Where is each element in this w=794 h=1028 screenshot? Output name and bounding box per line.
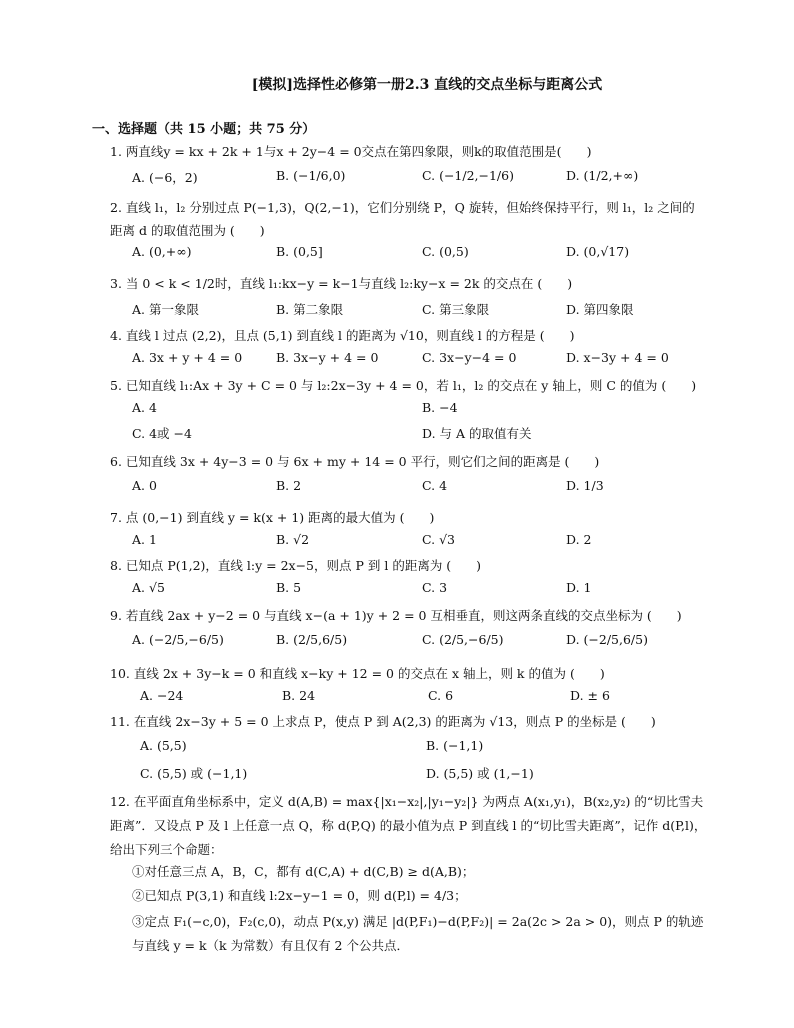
question-2-stem: 2. 直线 l₁，l₂ 分别过点 P(−1,3)，Q(2,−1)，它们分别绕 P，Q 旋转，但始终保持平行，则 l₁，l₂ 之间的距离 d 的取值范围为 ( ) [110,200,695,238]
question-4-option-c: C. 3x−y−4 = 0 [422,350,517,365]
question-1-option-d: D. (1/2,+∞) [566,168,639,183]
question-10-option-b: B. 24 [282,688,316,703]
question-9-option-b: B. (2/5,6/5) [276,632,348,647]
question-4-stem: 4. 直线 l 过点 (2,2)，且点 (5,1) 到直线 l 的距离为 √10，则直线 l 的方程是 ( ) [110,328,575,343]
section-heading: 一、选择题（共 15 小题；共 75 分） [92,122,316,137]
question-2-option-b: B. (0,5] [276,244,323,259]
question-3-stem: 3. 当 0 < k < 1/2时，直线 l₁:kx−y = k−1与直线 l₂:ky−x = 2k 的交点在 ( ) [110,276,573,291]
question-11-option-d: D. (5,5) 或 (1,−1) [426,766,534,781]
question-12-item-2: ②已知点 P(3,1) 和直线 l:2x−y−1 = 0，则 d(P,l) = 4/3； [132,888,467,903]
question-1-option-a: A. (−6，2) [132,170,198,185]
question-9-option-c: C. (2/5,−6/5) [422,632,504,647]
question-2-option-c: C. (0,5) [422,244,469,259]
question-10-option-a: A. −24 [140,688,184,703]
question-10-option-c: C. 6 [428,688,454,703]
question-6-option-b: B. 2 [276,478,302,493]
question-1-stem: 1. 两直线y = kx + 2k + 1与x + 2y−4 = 0交点在第四象限，则k的取值范围是( ) [110,144,592,159]
question-5-stem: 5. 已知直线 l₁:Ax + 3y + C = 0 与 l₂:2x−3y + 4 = 0，若 l₁，l₂ 的交点在 y 轴上，则 C 的值为 ( ) [110,378,697,393]
question-7-option-a: A. 1 [132,532,157,547]
question-11-option-b: B. (−1,1) [426,738,484,753]
question-5-option-b: B. −4 [422,400,458,415]
question-2-option-a: A. (0,+∞) [132,244,192,259]
question-6-option-d: D. 1/3 [566,478,604,493]
question-8-option-c: C. 3 [422,580,448,595]
question-5-option-a: A. 4 [132,400,157,415]
question-12-item-1: ①对任意三点 A，B，C，都有 d(C,A) + d(C,B) ≥ d(A,B)； [132,864,475,879]
question-8-option-a: A. √5 [132,580,165,595]
question-5-option-c: C. 4或 −4 [132,426,192,441]
question-8-option-d: D. 1 [566,580,592,595]
question-3-option-b: B. 第二象限 [276,302,344,317]
question-6-stem: 6. 已知直线 3x + 4y−3 = 0 与 6x + my + 14 = 0 平行，则它们之间的距离是 ( ) [110,454,600,469]
question-9-option-a: A. (−2/5,−6/5) [132,632,224,647]
question-3-option-c: C. 第三象限 [422,302,490,317]
question-9-stem: 9. 若直线 2ax + y−2 = 0 与直线 x−(a + 1)y + 2 = 0 互相垂直，则这两条直线的交点坐标为 ( ) [110,608,682,623]
question-7-option-c: C. √3 [422,532,455,547]
question-3-option-d: D. 第四象限 [566,302,634,317]
question-4-option-b: B. 3x−y + 4 = 0 [276,350,379,365]
question-4-option-d: D. x−3y + 4 = 0 [566,350,669,365]
question-1-option-c: C. (−1/2,−1/6) [422,168,514,183]
question-1-option-b: B. (−1/6,0) [276,168,346,183]
question-7-option-d: D. 2 [566,532,592,547]
question-5-option-d: D. 与 A 的取值有关 [422,426,532,441]
question-2-option-d: D. (0,√17) [566,244,630,259]
question-10-option-d: D. ± 6 [570,688,610,703]
page-title: [模拟]选择性必修第一册2.3 直线的交点坐标与距离公式 [251,77,603,93]
question-7-stem: 7. 点 (0,−1) 到直线 y = k(x + 1) 距离的最大值为 ( ) [110,510,435,525]
question-6-option-c: C. 4 [422,478,448,493]
question-12-item-3: ③定点 F₁(−c,0)，F₂(c,0)，动点 P(x,y) 满足 |d(P,F₁)−d(P,F₂)| = 2a(2c > 2a > 0)，则点 P 的轨迹与直线 y = k（k 为常数）有且仅有 2 个公共点． [132,914,704,953]
question-11-option-a: A. (5,5) [140,738,187,753]
question-10-stem: 10. 直线 2x + 3y−k = 0 和直线 x−ky + 12 = 0 的交点在 x 轴上，则 k 的值为 ( ) [110,666,605,681]
question-11-stem: 11. 在直线 2x−3y + 5 = 0 上求点 P，使点 P 到 A(2,3) 的距离为 √13，则点 P 的坐标是 ( ) [110,714,656,729]
question-8-stem: 8. 已知点 P(1,2)，直线 l:y = 2x−5，则点 P 到 l 的距离为 ( ) [110,558,482,573]
question-6-option-a: A. 0 [132,478,157,493]
question-11-option-c: C. (5,5) 或 (−1,1) [140,766,248,781]
question-7-option-b: B. √2 [276,532,310,547]
question-8-option-b: B. 5 [276,580,302,595]
question-12-stem: 12. 在平面直角坐标系中，定义 d(A,B) = max{|x₁−x₂|,|y₁−y₂|} 为两点 A(x₁,y₁)，B(x₂,y₂) 的“切比雪夫距离”．又设点 P 及 l 上任意一点 Q，称 d(P,Q) 的最小值为点 P 到直线 l 的“切比雪夫距离”，记作 d(P,l)，给出下列三个命题： [110,794,707,857]
question-4-option-a: A. 3x + y + 4 = 0 [132,350,243,365]
question-3-option-a: A. 第一象限 [132,302,199,317]
question-9-option-d: D. (−2/5,6/5) [566,632,648,647]
